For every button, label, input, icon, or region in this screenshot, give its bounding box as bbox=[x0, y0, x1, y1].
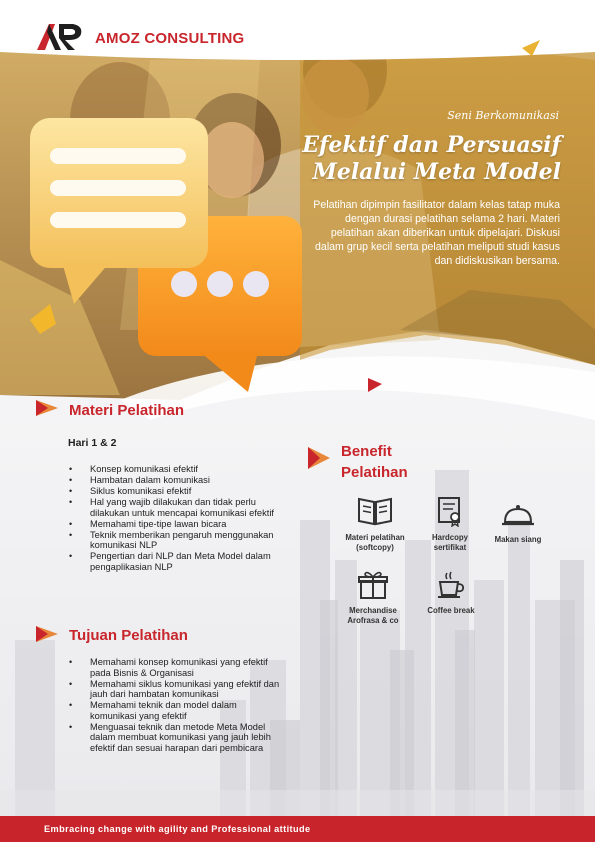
benefit-item bbox=[334, 495, 416, 552]
section-arrow-icon bbox=[34, 398, 60, 418]
hero-title-line1: Efektif dan Persuasif bbox=[302, 132, 561, 158]
list-item: • Memahami konsep komunikasi yang efektif pada Bisnis & Organisasi bbox=[68, 657, 283, 678]
list-item: • Memahami siklus komunikasi yang efektif dan jauh dari hambatan komunikasi bbox=[68, 679, 283, 700]
materi-list bbox=[68, 464, 283, 573]
list-item: • Siklus komunikasi efektif bbox=[68, 486, 283, 497]
logo-mark-icon bbox=[35, 22, 91, 52]
list-item: • Konsep komunikasi efektif bbox=[68, 464, 283, 475]
list-item: • Hambatan dalam komunikasi bbox=[68, 475, 283, 486]
materi-heading: Materi Pelatihan bbox=[69, 402, 185, 419]
materi-day-label: Hari 1 & 2 bbox=[68, 437, 117, 449]
section-arrow-icon bbox=[34, 624, 60, 644]
footer-bar bbox=[0, 816, 595, 842]
list-item: • Teknik memberikan pengaruh menggunakan komunikasi NLP bbox=[68, 530, 283, 551]
section-arrow-icon bbox=[306, 445, 332, 471]
benefit-item bbox=[420, 495, 480, 552]
benefit-label: Hardcopy sertifikat bbox=[432, 533, 468, 552]
tujuan-heading: Tujuan Pelatihan bbox=[69, 627, 188, 644]
book-icon bbox=[355, 495, 395, 527]
company-logo bbox=[35, 22, 245, 58]
benefit-item bbox=[334, 570, 412, 625]
tujuan-list bbox=[68, 657, 283, 754]
benefit-item bbox=[482, 503, 554, 545]
benefit-label: Merchandise Arofrasa & co bbox=[347, 606, 399, 625]
benefit-heading-line1: Benefit bbox=[341, 443, 392, 460]
hero-intro: Pelatihan dipimpin fasilitator dalam kelas tatap muka dengan durasi pelatihan selama 2 hari. Materi pelatihan akan diberikan untuk dipelajari. Diskusi dalam grup kecil serta pelatihan meliputi studi kasus dan didiskusikan bersama. bbox=[313, 199, 560, 267]
list-item: • Memahami tipe-tipe lawan bicara bbox=[68, 519, 283, 530]
coffee-cup-icon bbox=[436, 570, 466, 600]
gift-icon bbox=[357, 570, 389, 600]
hero-kicker: Seni Berkomunikasi bbox=[447, 109, 559, 122]
food-cloche-icon bbox=[500, 503, 536, 529]
benefit-label: Materi pelatihan (softcopy) bbox=[345, 533, 405, 552]
benefit-item bbox=[416, 570, 486, 616]
certificate-icon bbox=[435, 495, 465, 527]
hero-title bbox=[302, 132, 561, 186]
benefit-label: Makan siang bbox=[494, 535, 542, 544]
benefit-label: Coffee break bbox=[427, 606, 475, 615]
company-name: AMOZ CONSULTING bbox=[95, 30, 245, 47]
list-item: • Hal yang wajib dilakukan dan tidak perlu dilakukan untuk mencapai komunikasi efektif bbox=[68, 497, 283, 518]
footer-tagline: Embracing change with agility and Professional attitude bbox=[44, 824, 311, 834]
hero-title-line2: Melalui Meta Model bbox=[312, 159, 561, 185]
list-item: • Menguasai teknik dan metode Meta Model dalam membuat komunikasi yang jauh lebih efektif dan sesuai harapan dari pembicara bbox=[68, 722, 283, 754]
benefit-heading bbox=[341, 441, 408, 483]
list-item: • Pengertian dari NLP dan Meta Model dalam pengaplikasian NLP bbox=[68, 551, 283, 572]
benefit-heading-line2: Pelatihan bbox=[341, 464, 408, 481]
list-item: • Memahami teknik dan model dalam komunikasi yang efektif bbox=[68, 700, 283, 721]
